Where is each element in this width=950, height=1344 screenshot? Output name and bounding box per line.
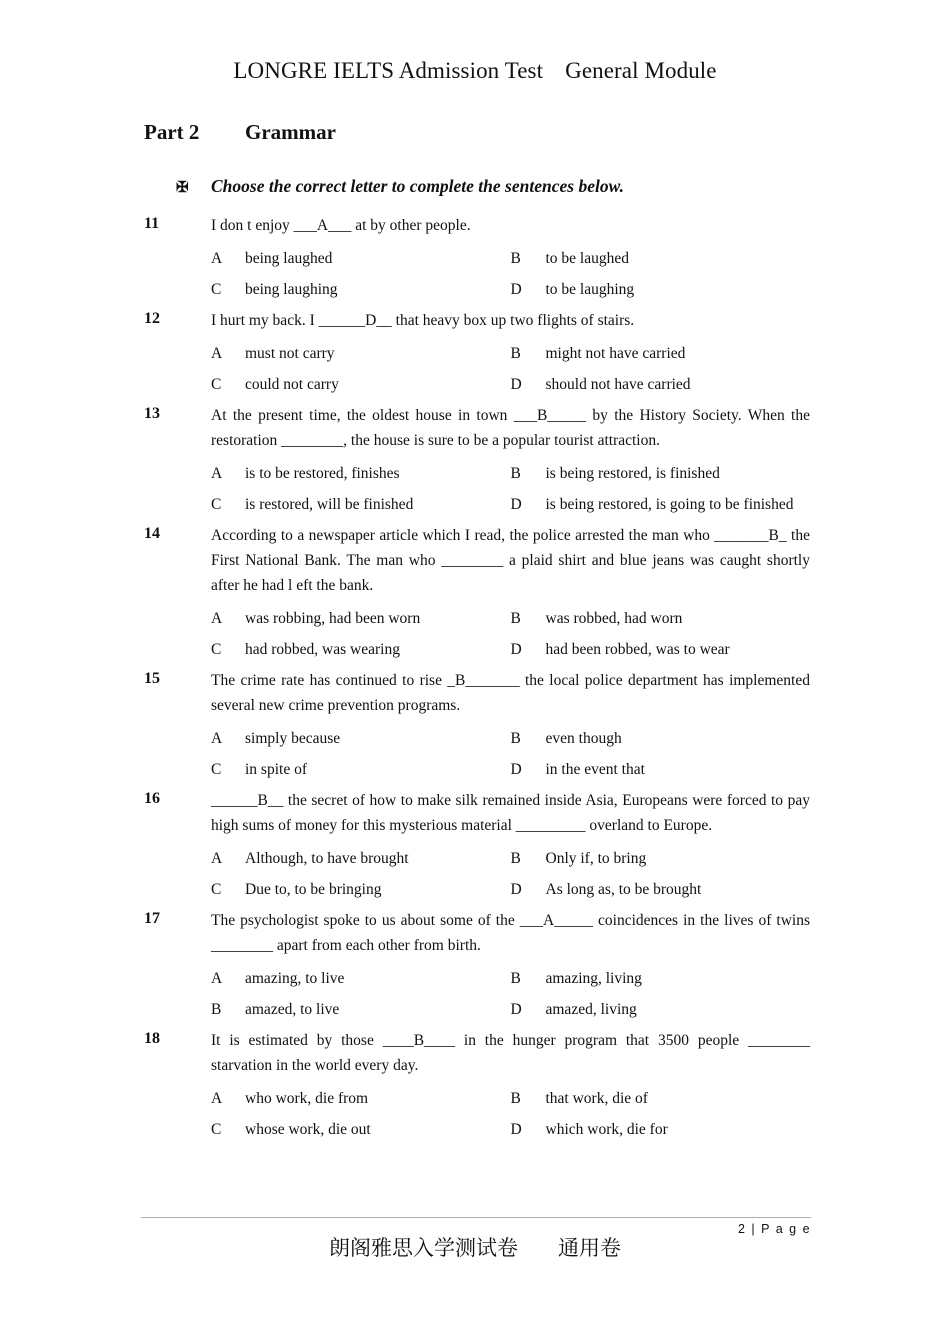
part-title: Grammar bbox=[245, 120, 336, 144]
option-text: who work, die from bbox=[245, 1090, 369, 1107]
document-header bbox=[0, 58, 950, 84]
answer-option bbox=[211, 874, 511, 905]
question-item bbox=[144, 665, 810, 785]
option-letter: D bbox=[510, 496, 522, 513]
option-text: is being restored, is going to be finished bbox=[545, 496, 794, 513]
answer-options bbox=[211, 963, 810, 1025]
question-stem: The psychologist spoke to us about some of the ___A_____ coincidences in the lives of twins ________ apart from each other from birth. bbox=[211, 912, 810, 954]
question-item bbox=[144, 905, 810, 1025]
answer-options bbox=[211, 1083, 810, 1145]
option-letter: A bbox=[211, 250, 223, 267]
option-text: which work, die for bbox=[545, 1121, 668, 1138]
answer-option bbox=[211, 1083, 511, 1114]
question-list bbox=[144, 210, 810, 1145]
option-text: Only if, to bring bbox=[545, 850, 647, 867]
answer-option bbox=[211, 963, 511, 994]
instruction-text: Choose the correct letter to complete the sentences below. bbox=[211, 176, 624, 196]
option-letter: A bbox=[211, 850, 223, 867]
option-letter: D bbox=[510, 641, 522, 658]
option-letter: C bbox=[211, 761, 222, 778]
option-text: might not have carried bbox=[545, 345, 686, 362]
option-text: amazed, to live bbox=[245, 1001, 340, 1018]
question-stem: The crime rate has continued to rise _B_______ the local police department has implemented several new crime prevention programs. bbox=[211, 672, 810, 714]
answer-option bbox=[211, 243, 511, 274]
option-text: could not carry bbox=[245, 376, 339, 393]
question-stem: I don t enjoy ___A___ at by other people. bbox=[211, 217, 471, 234]
option-letter: B bbox=[510, 970, 521, 987]
option-text: had robbed, was wearing bbox=[245, 641, 400, 658]
answer-options bbox=[211, 458, 810, 520]
answer-option bbox=[511, 754, 811, 785]
question-item bbox=[144, 785, 810, 905]
answer-option bbox=[511, 1083, 811, 1114]
answer-option bbox=[211, 274, 511, 305]
answer-option bbox=[511, 994, 811, 1025]
option-letter: C bbox=[211, 281, 222, 298]
option-text: even though bbox=[545, 730, 622, 747]
question-item bbox=[144, 1025, 810, 1145]
question-item bbox=[144, 520, 810, 665]
option-letter: B bbox=[510, 730, 521, 747]
footer-test-name: 朗阁雅思入学测试卷 bbox=[329, 1236, 518, 1260]
footer-module: 通用卷 bbox=[558, 1236, 621, 1260]
answer-options bbox=[211, 603, 810, 665]
option-text: amazing, to live bbox=[245, 970, 345, 987]
option-letter: D bbox=[510, 1121, 522, 1138]
question-stem: According to a newspaper article which I read, the police arrested the man who _______B_ the First National Bank. The man who ________ a plaid shirt and blue jeans was caught shortly after he had l eft the bank. bbox=[211, 527, 810, 594]
option-text: that work, die of bbox=[545, 1090, 648, 1107]
question-stem: At the present time, the oldest house in town ___B_____ by the History Society. When the restoration ________, the house is sure to be a popular tourist attraction. bbox=[211, 407, 810, 449]
question-number: 11 bbox=[144, 215, 160, 232]
answer-option bbox=[211, 489, 511, 520]
option-text: had been robbed, was to wear bbox=[545, 641, 730, 658]
part-label: Part 2 bbox=[144, 120, 200, 144]
option-letter: D bbox=[510, 1001, 522, 1018]
option-text: was robbing, had been worn bbox=[245, 610, 421, 627]
question-number: 18 bbox=[144, 1030, 160, 1047]
option-text: in the event that bbox=[545, 761, 645, 778]
option-letter: A bbox=[211, 465, 223, 482]
answer-option bbox=[511, 243, 811, 274]
question-number: 13 bbox=[144, 405, 160, 422]
question-number: 17 bbox=[144, 910, 160, 927]
option-letter: D bbox=[510, 881, 522, 898]
answer-option bbox=[211, 723, 511, 754]
option-text: amazing, living bbox=[545, 970, 642, 987]
option-letter: B bbox=[510, 465, 521, 482]
option-text: is to be restored, finishes bbox=[245, 465, 400, 482]
page-number: 2 | P a g e bbox=[738, 1222, 812, 1236]
answer-options bbox=[211, 723, 810, 785]
option-text: amazed, living bbox=[545, 1001, 637, 1018]
option-text: in spite of bbox=[245, 761, 307, 778]
option-letter: C bbox=[211, 881, 222, 898]
answer-options bbox=[211, 338, 810, 400]
part-heading bbox=[144, 120, 336, 145]
question-item bbox=[144, 305, 810, 400]
option-letter: B bbox=[510, 1090, 521, 1107]
answer-option bbox=[211, 338, 511, 369]
answer-options bbox=[211, 843, 810, 905]
instruction bbox=[176, 176, 624, 197]
question-item bbox=[144, 400, 810, 520]
footer-divider bbox=[141, 1217, 811, 1218]
maltese-cross-icon: ✠ bbox=[176, 180, 189, 196]
answer-option bbox=[511, 338, 811, 369]
option-text: As long as, to be brought bbox=[545, 881, 702, 898]
option-letter: C bbox=[211, 376, 222, 393]
answer-option bbox=[511, 723, 811, 754]
question-stem: ______B__ the secret of how to make silk remained inside Asia, Europeans were forced to pay high sums of money for this mysterious material _________ overland to Europe. bbox=[211, 792, 810, 834]
option-text: is restored, will be finished bbox=[245, 496, 414, 513]
option-letter: C bbox=[211, 1121, 222, 1138]
option-text: Due to, to be bringing bbox=[245, 881, 382, 898]
question-number: 14 bbox=[144, 525, 160, 542]
option-letter: A bbox=[211, 610, 223, 627]
option-text: whose work, die out bbox=[245, 1121, 371, 1138]
answer-option bbox=[511, 843, 811, 874]
option-text: simply because bbox=[245, 730, 341, 747]
answer-option bbox=[211, 1114, 511, 1145]
answer-option bbox=[211, 754, 511, 785]
option-text: was robbed, had worn bbox=[545, 610, 683, 627]
question-number: 16 bbox=[144, 790, 160, 807]
question-stem: It is estimated by those ____B____ in the hunger program that 3500 people ________ starvation in the world every day. bbox=[211, 1032, 810, 1074]
question-number: 12 bbox=[144, 310, 160, 327]
answer-option bbox=[511, 458, 811, 489]
question-number: 15 bbox=[144, 670, 160, 687]
option-text: should not have carried bbox=[545, 376, 691, 393]
option-text: to be laughed bbox=[545, 250, 630, 267]
option-text: to be laughing bbox=[545, 281, 635, 298]
header-title: LONGRE IELTS Admission Test bbox=[233, 58, 544, 83]
answer-option bbox=[211, 994, 511, 1025]
answer-option bbox=[511, 963, 811, 994]
answer-option bbox=[211, 458, 511, 489]
answer-option bbox=[211, 634, 511, 665]
option-letter: D bbox=[510, 281, 522, 298]
header-module: General Module bbox=[565, 58, 717, 83]
answer-option bbox=[511, 874, 811, 905]
answer-option bbox=[511, 369, 811, 400]
answer-option bbox=[211, 843, 511, 874]
option-letter: A bbox=[211, 970, 223, 987]
answer-options bbox=[211, 243, 810, 305]
option-letter: A bbox=[211, 1090, 223, 1107]
option-letter: B bbox=[510, 850, 521, 867]
option-letter: C bbox=[211, 496, 222, 513]
option-text: must not carry bbox=[245, 345, 335, 362]
option-text: Although, to have brought bbox=[245, 850, 409, 867]
option-letter: A bbox=[211, 345, 223, 362]
option-letter: B bbox=[211, 1001, 222, 1018]
answer-option bbox=[511, 634, 811, 665]
option-letter: D bbox=[510, 376, 522, 393]
option-text: being laughed bbox=[245, 250, 333, 267]
option-letter: A bbox=[211, 730, 223, 747]
document-footer bbox=[0, 1232, 950, 1262]
answer-option bbox=[211, 603, 511, 634]
answer-option bbox=[511, 1114, 811, 1145]
option-text: being laughing bbox=[245, 281, 338, 298]
option-letter: B bbox=[510, 345, 521, 362]
option-letter: C bbox=[211, 641, 222, 658]
option-letter: D bbox=[510, 761, 522, 778]
option-letter: B bbox=[510, 610, 521, 627]
question-item bbox=[144, 210, 810, 305]
answer-option bbox=[511, 489, 811, 520]
answer-option bbox=[511, 274, 811, 305]
answer-option bbox=[511, 603, 811, 634]
option-text: is being restored, is finished bbox=[545, 465, 720, 482]
question-stem: I hurt my back. I ______D__ that heavy box up two flights of stairs. bbox=[211, 312, 635, 329]
option-letter: B bbox=[510, 250, 521, 267]
answer-option bbox=[211, 369, 511, 400]
